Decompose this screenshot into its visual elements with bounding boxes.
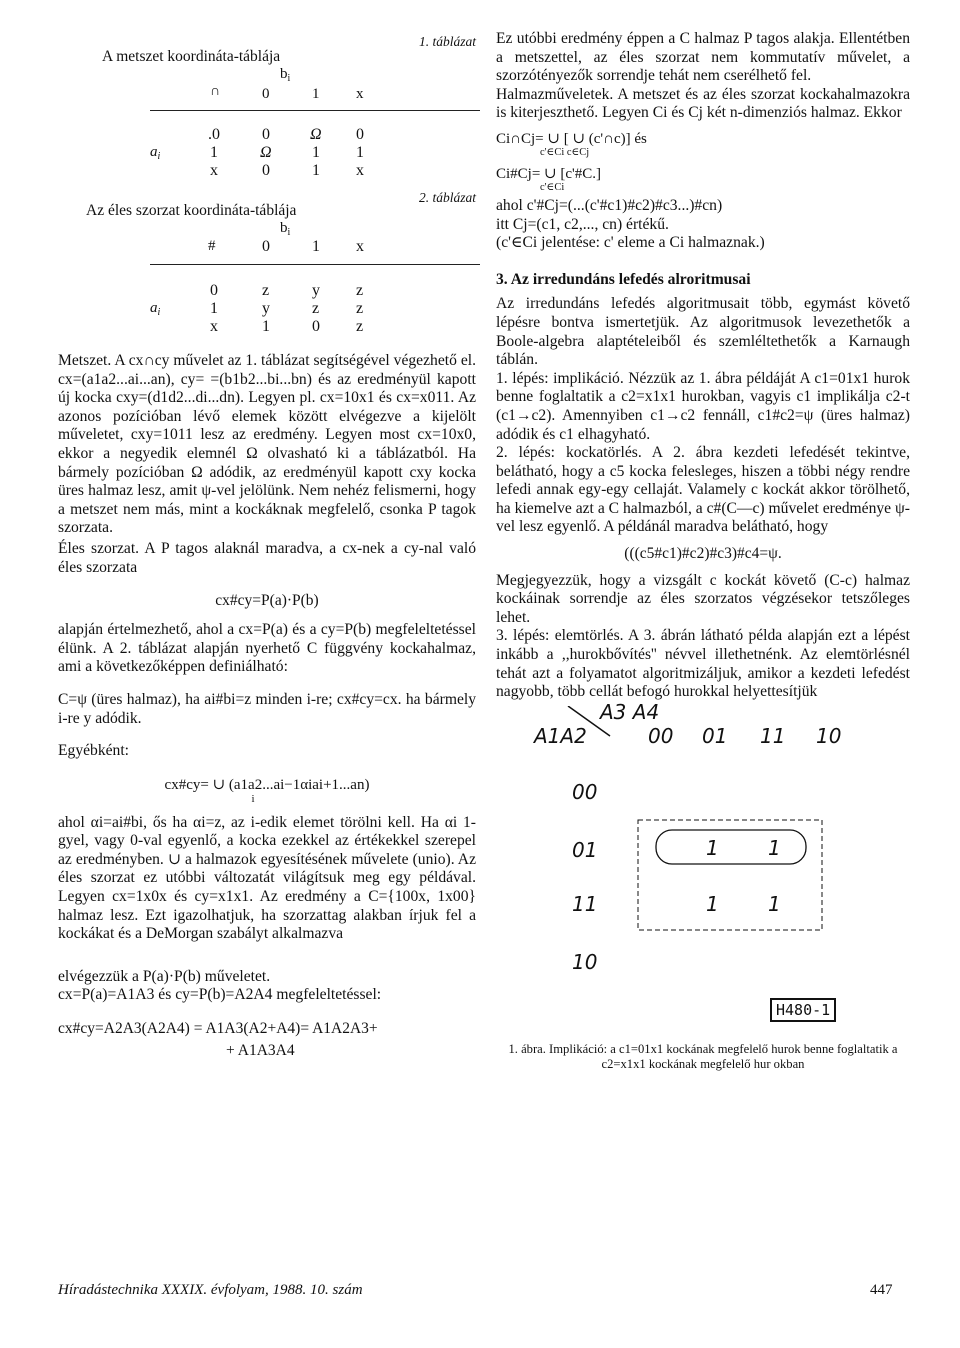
- kmap-row-code: 11: [572, 891, 598, 916]
- table1-cell: 1: [210, 144, 218, 161]
- table2-cell: z: [356, 300, 364, 317]
- table2-h1: 1: [312, 238, 320, 255]
- table1-h0: 0: [262, 86, 270, 102]
- table2-cell: y: [262, 300, 270, 317]
- table2-rule: [150, 264, 480, 265]
- table1-col-var: $b_i$: [280, 66, 291, 84]
- metszet-paragraph: Metszet. A cx∩cy művelet az 1. táblázat segítségével végezhető el. cx=(a1a2...ai...an), cy= =(b1b2...bi...bn) és az eredményül kapott új kocka cxy=(d1d2...di...dn). Legyen pl. cx=10x1 és cx=x011. Az azonos pozícióban lévő elemek között elvégezve a kijelölt műveletet, cxy=1011 lesz az eredmény. Legyen most cx=10x0, ekkor a negyedik elemnél Ω olvasható ki a táblázatból. Ha bármely pozícióban Ω adódik, az eredményül kapott cxy kocka üres halmaz lesz, amit ψ-vel jelölünk. Nem nehéz felismerni, hogy a metszet nem más, mint a kockáknak megfelelő, csonka P tagok szorzata.: [58, 352, 476, 537]
- equation-eles-szorzat: cx#cy=P(a)·P(b): [215, 592, 319, 610]
- here-line: itt Cj=(c1, c2,..., cn) értékű.: [496, 215, 669, 233]
- table2-title: Az éles szorzat koordináta-táblája: [86, 202, 297, 219]
- otherwise-label: Egyébként:: [58, 742, 130, 760]
- table1-cell: .0: [208, 126, 220, 143]
- element-note: (c'∈Ci jelentése: c' eleme a Ci halmaznak.): [496, 234, 765, 252]
- table1-corner: ∩: [210, 84, 221, 99]
- step2-paragraph: 2. lépés: kockatörlés. A 2. ábra kezdeti lefedését tekintve, belátható, hogy a c5 kocka felesleges, hiszen a többi négy rendre lefedi annak egy-egy cellaját. Valamely c kockát akkor törölhető, ha kiemelve azt a C halmazból, a c#(C—c) művelet eredménye ψ-vel lesz egyenlő. A példánál maradva belátható, hogy: [496, 444, 910, 536]
- table2-corner: #: [208, 238, 216, 254]
- figure-stamp: H480-1: [770, 998, 836, 1022]
- equation-result-line1: cx#cy=A2A3(A2A4) = A1A3(A2+A4)= A1A2A3+: [58, 1020, 378, 1038]
- step3-paragraph: 3. lépés: elemtörlés. A 3. ábrán látható példa alapján ezt a lépést inkább a ,,hurokbővítés'' névvel illethetnénk. Az elemtörlésnél tehát azt a folyamatot algoritmizáljuk, amikor a kezdeti lefedést nagyobb, több cellát befogó hurokkal helyettesítjük: [496, 627, 910, 701]
- table1-cell: 0: [262, 162, 270, 179]
- table2-header: [58, 190, 476, 220]
- kmap-row-code: 00: [572, 779, 598, 804]
- equation-set-intersection: [496, 129, 910, 158]
- table1-cell: 1: [312, 144, 320, 161]
- kmap-one: 1: [706, 835, 719, 860]
- equation-set-sharp: [496, 164, 910, 193]
- halmazmuveletek-paragraph: Halmazműveletek. A metszet és az éles szorzat kockahalmazokra is kiterjeszthető. Legyen Ci és Cj két n-dimenziós halmaz. Ekkor: [496, 85, 910, 122]
- kmap-col-code: 01: [702, 723, 728, 748]
- table2-cell: x: [210, 318, 218, 335]
- table2-col-var: $b_i$: [280, 220, 291, 238]
- table1-cell: Ω: [310, 126, 322, 143]
- table1-rule: [150, 110, 480, 111]
- table1-title: A metszet koordináta-táblája: [102, 48, 281, 65]
- equation-union-text: cx#cy= ∪ (a1a2...ai−1αiai+1...an): [164, 776, 370, 793]
- kmap-row-code: 01: [572, 837, 598, 862]
- equation-set-sharp-text: Ci#Cj= ∪ [c'#C.]: [496, 165, 601, 182]
- table1-row-var: $a_i$: [150, 144, 161, 162]
- algorithm-intro: Az irredundáns lefedés algoritmusait több, egymást követő lépésre bontva ismertetjük. Az algoritmusok levezethetők a Boole-algebra alaptételeiből és szemléltethetők a Karnaugh táblán.: [496, 295, 910, 369]
- kmap-row-code: 10: [572, 949, 598, 974]
- result-paragraph: Ez utóbbi eredmény éppen a C halmaz P tagos alakja. Ellentétben a metszettel, az éles szorzat nem kommutatív művelet, a szorzótényezők sorrendje tehát nem cserélhető fel.: [496, 30, 910, 85]
- equation-set-intersection-text: Ci∩Cj= ∪ [ ∪ (c'∩c)] és: [496, 130, 647, 147]
- table2-cell: z: [262, 282, 270, 299]
- kmap-col-label: A3 A4: [600, 699, 660, 724]
- page-number: 447: [870, 1282, 893, 1298]
- equation-result-line2: + A1A3A4: [226, 1042, 295, 1060]
- table2-caption: 2. táblázat: [418, 190, 476, 205]
- equation-union-index: i: [251, 792, 255, 805]
- table2-h0: 0: [262, 238, 270, 255]
- table1-header: [58, 34, 476, 66]
- table2-cell: 0: [312, 318, 320, 335]
- where-line: ahol c'#Cj=(...(c'#c1)#c2)#c3...)#cn): [496, 196, 723, 214]
- kmap-one: 1: [706, 891, 719, 916]
- table1-caption: 1. táblázat: [418, 34, 476, 49]
- remark-paragraph: Megjegyezzük, hogy a vizsgált c kockát követő (C-c) halmaz kockáinak sorrendje az éles szorzatos végzésekor tetszőleges lehet.: [496, 571, 910, 626]
- table1-cell: 0: [262, 126, 270, 143]
- table1-h2: x: [356, 86, 364, 102]
- mapping-paragraph: cx=P(a)=A1A3 és cy=P(b)=A2A4 megfeleltetéssel:: [58, 986, 382, 1004]
- alpha-paragraph: ahol αi=ai#bi, ős ha αi=z, az i-edik elemet törölni kell. Ha αi 1-gyel, vagy 0-val egyenlő, a kocka ezekkel az értékekkel szerepel az eredményben. ∪ a halmazok egyesítésének művelete (unio). Az éles szorzat ez utóbbi változatát világítsuk meg egy példával. Legyen cx=1x0x és cy=x1x1. Az eredmény a C={100x, 1x00} halmaz lesz. Ezt igazolhatjuk, ha szorzattag alakban írjuk fel a kockákat és a DeMorgan szabályt alkalmazva: [58, 813, 476, 943]
- table2-h2: x: [356, 238, 364, 255]
- table1: [58, 66, 476, 179]
- journal-footer: Híradástechnika XXXIX. évfolyam, 1988. 10. szám: [58, 1282, 363, 1298]
- table1-h1: 1: [312, 86, 320, 102]
- equation-step2: (((c5#c1)#c2)#c3)#c4=ψ.: [624, 545, 782, 563]
- step1-paragraph: 1. lépés: implikáció. Nézzük az 1. ábra példáját A c1=01x1 hurok benne foglaltatik a c2=x1x1 hurokban, vagyis c1 implikálja c2-t (c1→c2). Amennyiben c1→c2 fennáll, c1#c2=ψ (üres halmaz) adódik és c1 elhagyható.: [496, 369, 910, 443]
- section-heading: 3. Az irredundáns lefedés alroritmusai: [496, 270, 751, 288]
- equation-set-intersection-index: c'∈Ci c∈Cj: [540, 146, 590, 158]
- table2-cell: z: [356, 282, 364, 299]
- left-column: [58, 30, 476, 1061]
- right-column: [496, 30, 910, 1072]
- table2-row-var: $a_i$: [150, 300, 161, 318]
- kmap-row-label: A1A2: [534, 723, 587, 748]
- karnaugh-map-lines: [538, 706, 898, 1036]
- kmap-col-code: 00: [648, 723, 674, 748]
- demorgan-paragraph: elvégezzük a P(a)·P(b) műveletet.: [58, 967, 271, 985]
- table2-cell: z: [312, 300, 320, 317]
- table1-cell: x: [356, 162, 364, 179]
- table1-cell: 1: [356, 144, 364, 161]
- equation-union: [58, 775, 476, 804]
- definition-paragraph: alapján értelmezhető, ahol a cx=P(a) és a cy=P(b) megfeleltetéssel élünk. A 2. táblázat alapján nyerhető C függvény kockahalmaz, ami a következőképpen definiálható:: [58, 621, 476, 676]
- table2-cell: 1: [210, 300, 218, 317]
- table2-cell: 0: [210, 282, 218, 299]
- table1-cell: Ω: [260, 144, 272, 161]
- karnaugh-map: [534, 699, 898, 1036]
- kmap-one: 1: [768, 891, 781, 916]
- equation-set-sharp-index: c'∈Ci: [540, 181, 565, 193]
- condition-paragraph: C=ψ (üres halmaz), ha ai#bi=z minden i-re; cx#cy=cx. ha bármely i-re y adódik.: [58, 690, 476, 727]
- kmap-col-code: 10: [816, 723, 842, 748]
- kmap-col-code: 11: [760, 723, 786, 748]
- eles-szorzat-paragraph: Éles szorzat. A P tagos alaknál maradva, a cx-nek a cy-nal való éles szorzata: [58, 539, 476, 576]
- table2: [58, 220, 476, 335]
- table1-cell: x: [210, 162, 218, 179]
- table2-cell: 1: [262, 318, 270, 335]
- table2-cell: y: [312, 282, 320, 299]
- table2-cell: z: [356, 318, 364, 335]
- table1-cell: 1: [312, 162, 320, 179]
- figure-caption: 1. ábra. Implikáció: a c1=01x1 kockának megfelelő hurok benne foglaltatik a c2=x1x1 kockának megfelelő hur okban: [508, 1041, 898, 1071]
- table1-cell: 0: [356, 126, 364, 143]
- kmap-one: 1: [768, 835, 781, 860]
